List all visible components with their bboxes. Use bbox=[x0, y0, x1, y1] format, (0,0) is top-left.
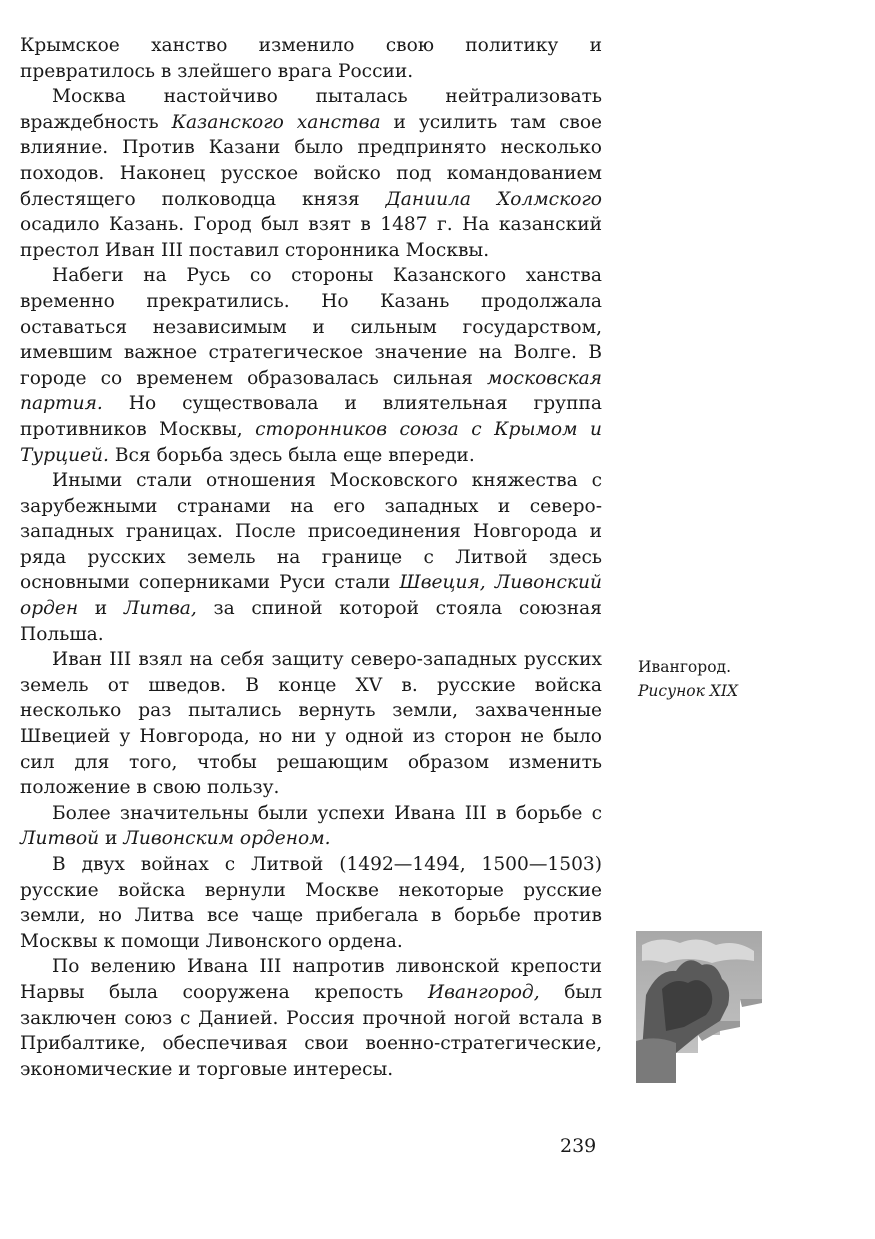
text-run: за спиной которой стояла союзная Польша. bbox=[20, 598, 602, 645]
body-paragraph bbox=[20, 801, 602, 852]
figure-caption bbox=[638, 655, 788, 703]
page-number: 239 bbox=[560, 1135, 597, 1157]
text-run: осадило Казань. Город был взят в 1487 г. На казанский престол Иван III поставил сторонника Москвы. bbox=[20, 214, 602, 261]
shore-edge bbox=[740, 999, 762, 1007]
text-run: Более значительны были успехи Ивана III в борьбе с bbox=[52, 802, 602, 824]
italic-term: Литва, bbox=[123, 598, 197, 620]
text-run: Иными стали отношения Московского княжества с зарубежными странами на его западных и северо-западных границах. После присоединения Новгорода и ряда русских земель на границе с Литвой здесь основными соперниками Руси стали bbox=[20, 470, 602, 594]
body-paragraph bbox=[20, 954, 602, 1082]
text-run: и bbox=[78, 598, 124, 620]
ivangorod-illustration bbox=[636, 931, 762, 1083]
italic-term: Литвой bbox=[20, 828, 100, 850]
text-run: Крымское ханство изменило свою политику и превратилось в злейшего врага России. bbox=[20, 35, 602, 82]
text-run: В двух войнах с Литвой (1492—1494, 1500—1503) русские войска вернули Москве некоторые русские земли, но Литва все чаще прибегала в борьбе против Москвы к помощи Ливонского ордена. bbox=[20, 854, 602, 952]
text-run: и bbox=[99, 828, 124, 850]
text-run: Набеги на Русь со стороны Казанского ханства временно прекратились. Но Казань продолжала оставаться независимым и сильным государством, имевшим важное стратегическое значение на Волге. В городе со временем образовалась сильная bbox=[20, 265, 602, 389]
river-bank bbox=[636, 1038, 676, 1083]
text-run: Иван III взял на себя защиту северо-западных русских земель от шведов. В конце XV в. русские войска несколько раз пытались вернуть земли, захваченные Швецией у Новгорода, но ни у одной из сторон не было сил для того, чтобы решающим образом изменить положение в свою пользу. bbox=[20, 649, 602, 799]
italic-term: Казанского ханства bbox=[171, 111, 381, 133]
text-run: Но существовала и влиятельная группа противников Москвы, bbox=[20, 393, 602, 440]
body-paragraph bbox=[20, 263, 602, 468]
italic-term: Швеция, Ливонский орден bbox=[20, 572, 602, 620]
caption-subtitle: Рисунок XIX bbox=[638, 682, 739, 700]
body-paragraph bbox=[20, 647, 602, 801]
text-run: По велению Ивана III напротив ливонской крепости Нарвы была сооружена крепость bbox=[20, 956, 602, 1003]
illustration-image bbox=[636, 931, 762, 1083]
text-run: Москва настойчиво пыталась нейтрализовать враждебность bbox=[20, 86, 602, 133]
caption-title: Ивангород. bbox=[638, 658, 731, 676]
italic-term: Даниила Холмского bbox=[385, 188, 602, 210]
text-run: Вся борьба здесь была еще впереди. bbox=[108, 444, 475, 466]
text-run: был заключен союз с Данией. Россия прочной ногой встала в Прибалтике, обеспечивая свои военно-стратегические, экономические и торговые интересы. bbox=[20, 981, 603, 1080]
main-text-column bbox=[20, 33, 602, 1082]
body-paragraph bbox=[20, 33, 602, 84]
italic-term: Ливонским орденом. bbox=[123, 828, 331, 850]
italic-term: сторонников союза с Крымом и Турцией. bbox=[20, 418, 602, 466]
body-paragraph bbox=[20, 852, 602, 954]
body-paragraph bbox=[20, 84, 602, 263]
italic-term: московская партия. bbox=[20, 367, 602, 415]
italic-term: Ивангород, bbox=[427, 981, 540, 1003]
text-run: и усилить там свое влияние. Против Казани было предпринято несколько походов. Наконец русское войско под командованием блестящего полководца князя bbox=[20, 111, 603, 210]
body-paragraph bbox=[20, 468, 602, 647]
